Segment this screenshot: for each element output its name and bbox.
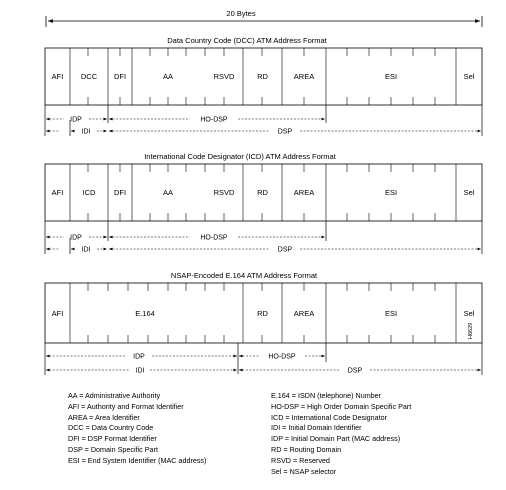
legend-item: DFI = DSP Format Identifier xyxy=(68,434,157,444)
dcc-format-title: Data Country Code (DCC) ATM Address Format xyxy=(167,36,327,45)
field-afi: AFI xyxy=(51,188,64,197)
span-ho-dsp: HO-DSP xyxy=(268,353,296,361)
legend-item: AFI = Authority and Format Identifier xyxy=(68,401,184,411)
field-area: AREA xyxy=(293,309,315,318)
legend-item: Sel = NSAP selector xyxy=(271,466,337,476)
span-ho-dsp: HO-DSP xyxy=(200,234,228,242)
bytes-label: 20 Bytes xyxy=(226,9,256,18)
legend-item: IDI = Initial Domain Identifier xyxy=(271,423,362,433)
span-idi: IDI xyxy=(81,246,91,254)
e164-format xyxy=(45,271,482,375)
legend-right xyxy=(271,391,411,477)
span-dsp: DSP xyxy=(277,246,293,254)
legend-left xyxy=(68,391,206,467)
legend-item: E.164 = ISDN (telephone) Number xyxy=(271,391,382,400)
legend-item: AREA = Area Identifier xyxy=(68,412,140,422)
span-dsp: DSP xyxy=(347,367,363,375)
field-sel: Sel xyxy=(463,72,475,81)
e164-format-title: NSAP-Encoded E.164 ATM Address Format xyxy=(170,271,318,280)
dcc-format xyxy=(45,36,482,136)
field-icd: ICD xyxy=(82,188,96,197)
icd-format xyxy=(45,152,482,254)
span-idp: IDP xyxy=(133,353,145,361)
field-area: AREA xyxy=(293,188,315,197)
legend-item: ICD = International Code Designator xyxy=(271,412,388,422)
field-e164: E.164 xyxy=(135,309,155,318)
span-idp: IDP xyxy=(70,116,82,124)
legend-item: DSP = Domain Specific Part xyxy=(68,444,158,454)
figure-id: H6629 xyxy=(468,322,474,339)
field-esi: ESI xyxy=(384,188,398,197)
span-ho-dsp: HO-DSP xyxy=(200,116,228,124)
field-dfi: DFI xyxy=(113,188,127,197)
field-aa: AA xyxy=(162,72,174,81)
field-rd: RD xyxy=(257,309,268,318)
field-dfi: DFI xyxy=(113,72,127,81)
legend-item: AA = Administrative Authority xyxy=(68,391,161,400)
span-dsp: DSP xyxy=(277,128,293,136)
field-afi: AFI xyxy=(51,309,64,318)
legend-item: DCC = Data Country Code xyxy=(68,423,154,433)
field-rsvd: RSVD xyxy=(213,188,235,197)
span-idp: IDP xyxy=(70,234,82,242)
legend-item: HO-DSP = High Order Domain Specific Part xyxy=(271,401,412,411)
field-rd: RD xyxy=(257,72,268,81)
field-aa: AA xyxy=(162,188,174,197)
field-esi: ESI xyxy=(384,72,398,81)
icd-format-title: International Code Designator (ICD) ATM Address Format xyxy=(144,152,336,161)
span-idi: IDI xyxy=(81,128,91,136)
field-rsvd: RSVD xyxy=(213,72,235,81)
legend-item: ESI = End System Identifier (MAC address) xyxy=(68,455,207,465)
span-idi: IDI xyxy=(135,367,145,375)
field-esi: ESI xyxy=(384,309,398,318)
legend-item: RSVD = Reserved xyxy=(271,455,330,465)
field-sel: Sel xyxy=(463,309,475,318)
field-dcc: DCC xyxy=(80,72,98,81)
field-afi: AFI xyxy=(51,72,64,81)
legend-item: IDP = Initial Domain Part (MAC address) xyxy=(271,434,401,444)
field-rd: RD xyxy=(257,188,268,197)
legend-item: RD = Routing Domain xyxy=(271,444,342,454)
field-area: AREA xyxy=(293,72,315,81)
field-sel: Sel xyxy=(463,188,475,197)
